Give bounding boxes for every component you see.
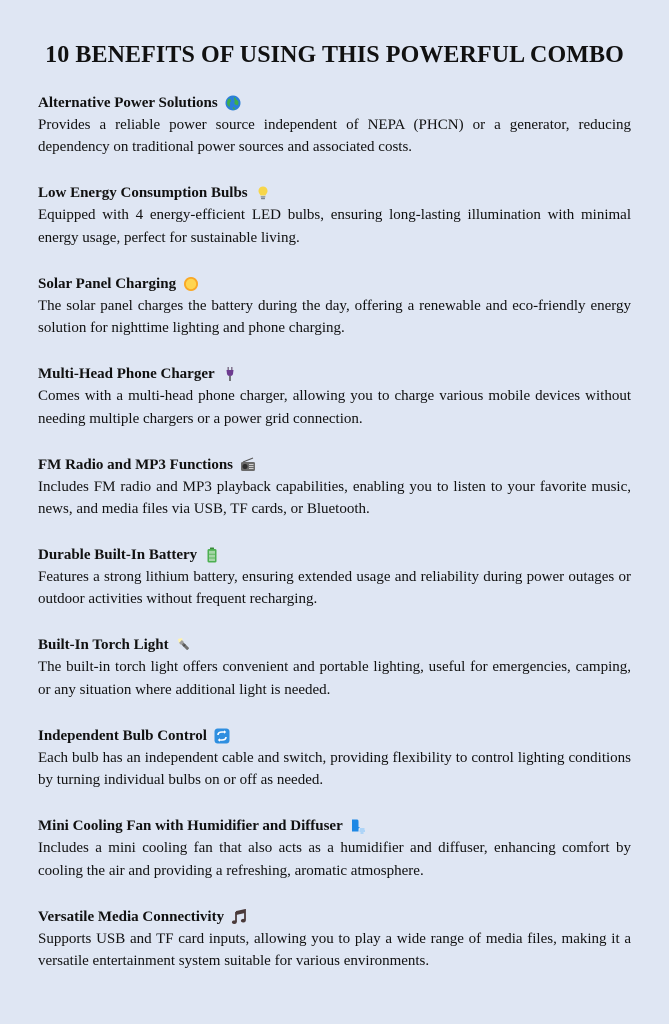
plug-icon (222, 366, 238, 382)
benefit-heading-text: Alternative Power Solutions (38, 95, 218, 111)
benefit-heading (38, 815, 631, 837)
repeat-icon (214, 728, 230, 744)
benefit-description: Equipped with 4 energy-efficient LED bulbs, ensuring long-lasting illumination with minimal energy usage, perfect for sustainable living. (38, 207, 631, 246)
benefit-heading (38, 182, 631, 204)
benefits-list (38, 92, 631, 996)
benefit-heading-text: Mini Cooling Fan with Humidifier and Diffuser (38, 818, 343, 835)
benefit-heading-text: Durable Built-In Battery (38, 546, 198, 563)
benefit-item (38, 182, 631, 272)
benefit-item (38, 363, 631, 453)
benefit-heading (38, 906, 631, 928)
benefit-item (38, 906, 631, 996)
benefit-description: Features a strong lithium battery, ensuring extended usage and reliability during power outages or outdoor activities without frequent recharging. (38, 568, 631, 608)
benefit-item (38, 273, 631, 363)
sun-icon (183, 276, 199, 292)
globe-icon (225, 95, 241, 111)
benefit-heading-text: FM Radio and MP3 Functions (38, 456, 234, 473)
benefit-item (38, 92, 631, 182)
benefit-heading (38, 634, 631, 656)
battery-icon (204, 547, 220, 563)
benefit-heading-text: Multi-Head Phone Charger (38, 366, 215, 383)
benefit-item (38, 725, 631, 815)
page-title: 10 BENEFITS OF USING THIS POWERFUL COMBO (45, 42, 624, 68)
benefit-heading (38, 725, 631, 747)
wind-face-icon (350, 818, 366, 834)
benefit-description: Includes FM radio and MP3 playback capabilities, enabling you to listen to your favorite music, news, and media files via USB, TF cards, or Bluetooth. (38, 478, 631, 517)
radio-icon (240, 457, 256, 473)
benefit-heading (38, 454, 631, 476)
benefit-heading-text: Low Energy Consumption Bulbs (38, 185, 248, 202)
benefit-heading-text: Independent Bulb Control (38, 727, 207, 744)
benefit-heading (38, 363, 631, 385)
benefit-item (38, 815, 631, 905)
benefit-description: Supports USB and TF card inputs, allowing you to play a wide range of media files, making it a versatile entertainment system suitable for various environments. (38, 930, 631, 969)
benefit-description: Comes with a multi-head phone charger, allowing you to charge various mobile devices without needing multiple chargers or a power grid connection. (38, 388, 631, 427)
benefit-item (38, 634, 631, 724)
benefit-heading-text: Built-In Torch Light (38, 637, 169, 654)
benefit-item (38, 454, 631, 544)
music-note-icon (231, 909, 247, 925)
benefit-heading (38, 92, 631, 114)
benefit-description: Provides a reliable power source independent of NEPA (PHCN) or a generator, reducing dependency on traditional power sources and associated costs. (38, 117, 631, 156)
benefit-description: The built-in torch light offers convenient and portable lighting, useful for emergencies, camping, or any situation where additional light is needed. (38, 659, 631, 698)
benefit-description: The solar panel charges the battery during the day, offering a renewable and eco-friendly energy solution for nighttime lighting and phone charging. (38, 297, 631, 337)
benefit-description: Includes a mini cooling fan that also acts as a humidifier and diffuser, enhancing comfort by cooling the air and providing a refreshing, aromatic atmosphere. (38, 840, 631, 879)
benefit-item (38, 544, 631, 634)
benefit-heading-text: Versatile Media Connectivity (38, 908, 225, 925)
benefit-description: Each bulb has an independent cable and switch, providing flexibility to control lighting conditions by turning individual bulbs on or off as needed. (38, 749, 631, 789)
benefit-heading (38, 273, 631, 295)
lightbulb-icon (255, 185, 271, 201)
benefit-heading-text: Solar Panel Charging (38, 275, 177, 292)
benefit-heading (38, 544, 631, 566)
flashlight-icon (176, 637, 192, 653)
